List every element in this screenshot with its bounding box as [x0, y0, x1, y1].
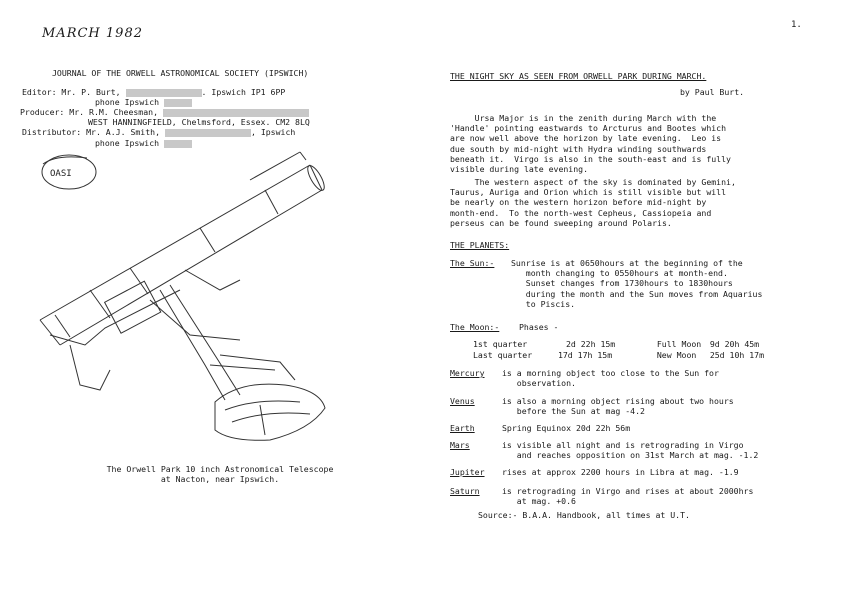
earth-label: Earth	[450, 423, 475, 433]
distributor-phone: phone Ipswich	[95, 138, 160, 148]
moon-time-2: 25d 10h 17m	[709, 350, 765, 360]
venus-text: is also a morning object rising about two hours before the Sun at mag -4.2	[502, 396, 734, 417]
byline: by Paul Burt.	[680, 87, 745, 97]
logo-text: OASI	[50, 169, 72, 179]
moon-phase: Last quarter	[473, 350, 533, 360]
moon-time: 17d 17h 15m	[557, 350, 613, 360]
redaction-block	[165, 129, 251, 137]
distributor-label: Distributor: Mr. A.J. Smith,	[22, 127, 161, 137]
moon-time-2: 9d 20h 45m	[709, 339, 760, 349]
venus-label: Venus	[450, 396, 475, 406]
editor-line	[22, 87, 285, 97]
distributor-city: , Ipswich	[250, 127, 296, 137]
handwritten-date: MARCH 1982	[42, 26, 143, 41]
redaction-block	[163, 109, 309, 117]
moon-phase-2: New Moon	[656, 350, 697, 360]
producer-line	[20, 107, 309, 117]
paragraph-2: The western aspect of the sky is dominated by Gemini, Taurus, Auriga and Orion which is still visible but will be nearly on the western horizon before mid-night by month-end. To the north-west Cepheus, Cassiopeia and perseus can be found sweeping around Polaris.	[450, 177, 736, 228]
moon-phase-2: Full Moon	[656, 339, 702, 349]
producer-address: WEST HANNINGFIELD, Chelmsford, Essex. CM2 8LQ	[88, 117, 310, 127]
editor-phone-line	[95, 97, 192, 107]
sun-text: Sunrise is at 0650hours at the beginning of the month changing to 0550hours at month-end. Sunset changes from 1730hours to 1830hours during the month and the Sun moves from Aquarius to Piscis.	[511, 258, 763, 309]
producer-label: Producer: Mr. R.M. Cheesman,	[20, 107, 159, 117]
journal-title: JOURNAL OF THE ORWELL ASTRONOMICAL SOCIETY (IPSWICH)	[52, 68, 309, 78]
caption-line-1: The Orwell Park 10 inch Astronomical Telescope	[106, 464, 334, 474]
page-number: 1.	[791, 20, 802, 30]
source-line: Source:- B.A.A. Handbook, all times at U.T.	[478, 510, 690, 520]
caption-line-2: at Nacton, near Ipswich.	[160, 474, 280, 484]
moon-phases-label: Phases -	[519, 322, 559, 332]
moon-label: The Moon:-	[450, 322, 500, 332]
editor-label: Editor: Mr. P. Burt,	[22, 87, 121, 97]
redaction-block	[126, 89, 202, 97]
moon-row	[473, 339, 759, 349]
moon-row	[473, 350, 764, 360]
editor-city: . Ipswich IP1 6PP	[201, 87, 286, 97]
paragraph-1: Ursa Major is in the zenith during March with the 'Handle' pointing eastwards to Arcturus and Bootes which are now well above the horizon by late evening. Leo is due south by mid-night with Hydra winding southwards beneath it. Virgo is also in the south-east and is fully visible during late evening.	[450, 113, 731, 175]
planets-heading: THE PLANETS:	[450, 240, 510, 250]
jupiter-label: Jupiter	[450, 467, 485, 477]
saturn-label: Saturn	[450, 486, 480, 496]
redaction-block	[164, 99, 192, 107]
telescope-pier	[160, 285, 295, 400]
editor-phone: phone Ipswich	[95, 97, 160, 107]
telescope-tube	[40, 152, 327, 345]
mars-label: Mars	[450, 440, 470, 450]
distributor-line	[22, 127, 295, 137]
earth-text: Spring Equinox 20d 22h 56m	[502, 423, 631, 433]
mercury-label: Mercury	[450, 368, 485, 378]
telescope-mount	[50, 270, 240, 390]
mars-text: is visible all night and is retrograding in Virgo and reaches opposition on 31st March at mag. -1.2	[502, 440, 759, 461]
moon-phase: 1st quarter	[473, 339, 528, 349]
sun-label: The Sun:-	[450, 258, 495, 268]
saturn-text: is retrograding in Virgo and rises at about 2000hrs at mag. +0.6	[502, 486, 754, 507]
telescope-base	[215, 384, 325, 440]
telescope-illustration	[10, 140, 340, 455]
jupiter-text: rises at approx 2200 hours in Libra at mag. -1.9	[502, 467, 739, 477]
mercury-text: is a morning object too close to the Sun for observation.	[502, 368, 719, 389]
moon-time: 2d 22h 15m	[565, 339, 616, 349]
article-title: THE NIGHT SKY AS SEEN FROM ORWELL PARK DURING MARCH.	[450, 71, 707, 81]
figure-caption	[100, 464, 340, 484]
